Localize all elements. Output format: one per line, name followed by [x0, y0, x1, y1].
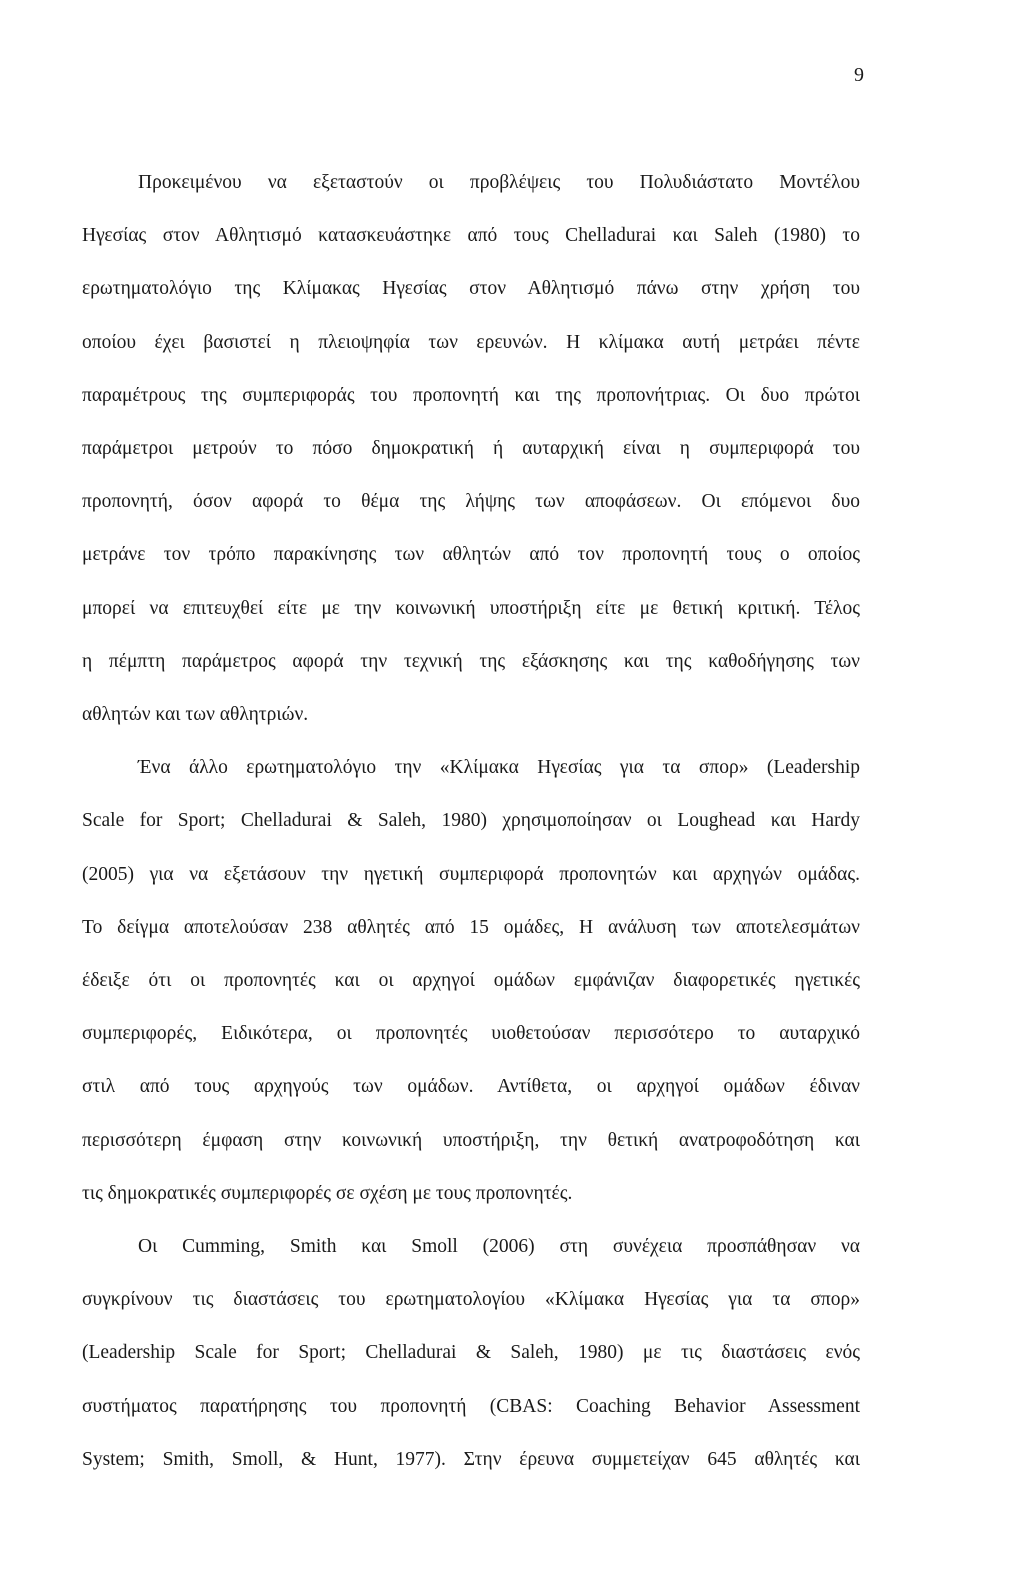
text-line: Προκειμένου να εξεταστούν οι προβλέψεις του Πολυδιάστατο Μοντέλου [138, 172, 860, 193]
text-line: στιλ από τους αρχηγούς των ομάδων. Αντίθετα, οι αρχηγοί ομάδων έδιναν [82, 1076, 860, 1097]
text-line: System; Smith, Smoll, & Hunt, 1977). Στην έρευνα συμμετείχαν 645 αθλητές και [82, 1449, 860, 1470]
text-line: Scale for Sport; Chelladurai & Saleh, 1980) χρησιμοποίησαν οι Loughead και Hardy [82, 810, 860, 831]
text-line: Οι Cumming, Smith και Smoll (2006) στη συνέχεια προσπάθησαν να [138, 1236, 860, 1257]
text-line: οποίου έχει βασιστεί η πλειοψηφία των ερευνών. Η κλίμακα αυτή μετράει πέντε [82, 332, 860, 353]
text-line: παραμέτρους της συμπεριφοράς του προπονητή και της προπονήτριας. Οι δυο πρώτοι [82, 385, 860, 406]
text-line: μετράνε τον τρόπο παρακίνησης των αθλητών από τον προπονητή τους ο οποίος [82, 544, 860, 565]
text-line: μπορεί να επιτευχθεί είτε με την κοινωνική υποστήριξη είτε με θετική κριτική. Τέλος [82, 598, 860, 619]
text-line: συστήματος παρατήρησης του προπονητή (CBAS: Coaching Behavior Assessment [82, 1396, 860, 1417]
text-line: συμπεριφορές, Ειδικότερα, οι προπονητές υιοθετούσαν περισσότερο το αυταρχικό [82, 1023, 860, 1044]
text-line: έδειξε ότι οι προπονητές και οι αρχηγοί ομάδων εμφάνιζαν διαφορετικές ηγετικές [82, 970, 860, 991]
text-line: συγκρίνουν τις διαστάσεις του ερωτηματολογίου «Κλίμακα Ηγεσίας για τα σπορ» [82, 1289, 860, 1310]
text-line: η πέμπτη παράμετρος αφορά την τεχνική της εξάσκησης και της καθοδήγησης των [82, 651, 860, 672]
page-number: 9 [854, 64, 864, 86]
text-line: προπονητή, όσον αφορά το θέμα της λήψης των αποφάσεων. Οι επόμενοι δυο [82, 491, 860, 512]
text-line: ερωτηματολόγιο της Κλίμακας Ηγεσίας στον Αθλητισμό πάνω στην χρήση του [82, 278, 860, 299]
text-line: Ένα άλλο ερωτηματολόγιο την «Κλίμακα Ηγεσίας για τα σπορ» (Leadership [138, 757, 860, 778]
text-line: Το δείγμα αποτελούσαν 238 αθλητές από 15 ομάδες, Η ανάλυση των αποτελεσμάτων [82, 917, 860, 938]
text-line: Ηγεσίας στον Αθλητισμό κατασκευάστηκε από τους Chelladurai και Saleh (1980) το [82, 225, 860, 246]
text-line: παράμετροι μετρούν το πόσο δημοκρατική ή αυταρχική είναι η συμπεριφορά του [82, 438, 860, 459]
text-line: αθλητών και των αθλητριών. [82, 704, 309, 725]
text-line: (Leadership Scale for Sport; Chelladurai & Saleh, 1980) με τις διαστάσεις ενός [82, 1342, 860, 1363]
text-line: (2005) για να εξετάσουν την ηγετική συμπεριφορά προπονητών και αρχηγών ομάδας. [82, 864, 860, 885]
text-line: περισσότερη έμφαση στην κοινωνική υποστήριξη, την θετική ανατροφοδότηση και [82, 1130, 860, 1151]
text-line: τις δημοκρατικές συμπεριφορές σε σχέση με τους προπονητές. [82, 1183, 573, 1204]
